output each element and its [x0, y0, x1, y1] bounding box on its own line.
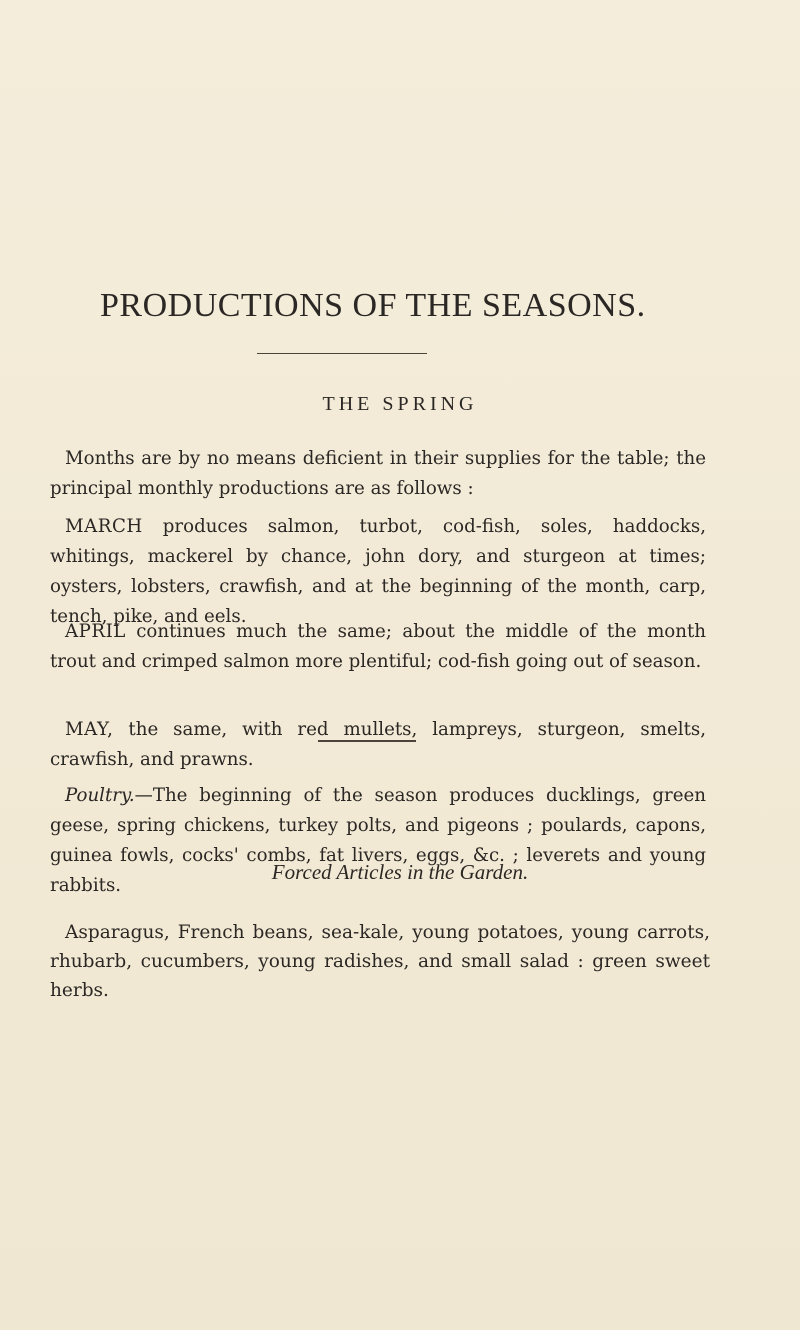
poultry-lead: Poultry. [65, 785, 135, 806]
march-text: produces salmon, turbot, cod-fish, soles, haddocks, whitings, mackerel by chance, john dory, and sturgeon at times; oysters, lobsters, crawfish, and at the beginning of the month, carp, tench, pike, and eels. [50, 516, 706, 627]
forced-articles-heading: Forced Articles in the Garden. [271, 860, 529, 884]
april-text: continues much the same; about the middle of the month trout and crimped salmon more plentiful; cod-fish going out of season. [50, 621, 706, 672]
intro-paragraph: Months are by no means deficient in their supplies for the table; the principal monthly productions are as follows : [50, 448, 706, 499]
page-title: PRODUCTIONS OF THE SEASONS. [100, 287, 646, 324]
section-divider [318, 740, 416, 742]
section-heading: THE SPRING [322, 393, 478, 415]
april-lead: APRIL [65, 621, 126, 642]
forced-articles-paragraph: Asparagus, French beans, sea-kale, young potatoes, young carrots, rhubarb, cucumbers, young radishes, and small salad : green sweet herbs. [50, 922, 710, 1001]
march-lead: MARCH [65, 516, 143, 537]
may-lead: MAY, [65, 719, 114, 740]
may-text: the same, with red mullets, lampreys, sturgeon, smelts, crawfish, and prawns. [50, 719, 706, 770]
poultry-text: —The beginning of the season produces ducklings, green geese, spring chickens, turkey polts, and pigeons ; poulards, capons, guinea fowls, cocks' combs, fat livers, eggs, &c. ; leverets and young rabbits. [50, 785, 706, 896]
march-paragraph [50, 512, 706, 632]
april-paragraph [50, 617, 706, 677]
title-divider [257, 353, 427, 354]
may-paragraph [50, 715, 706, 775]
